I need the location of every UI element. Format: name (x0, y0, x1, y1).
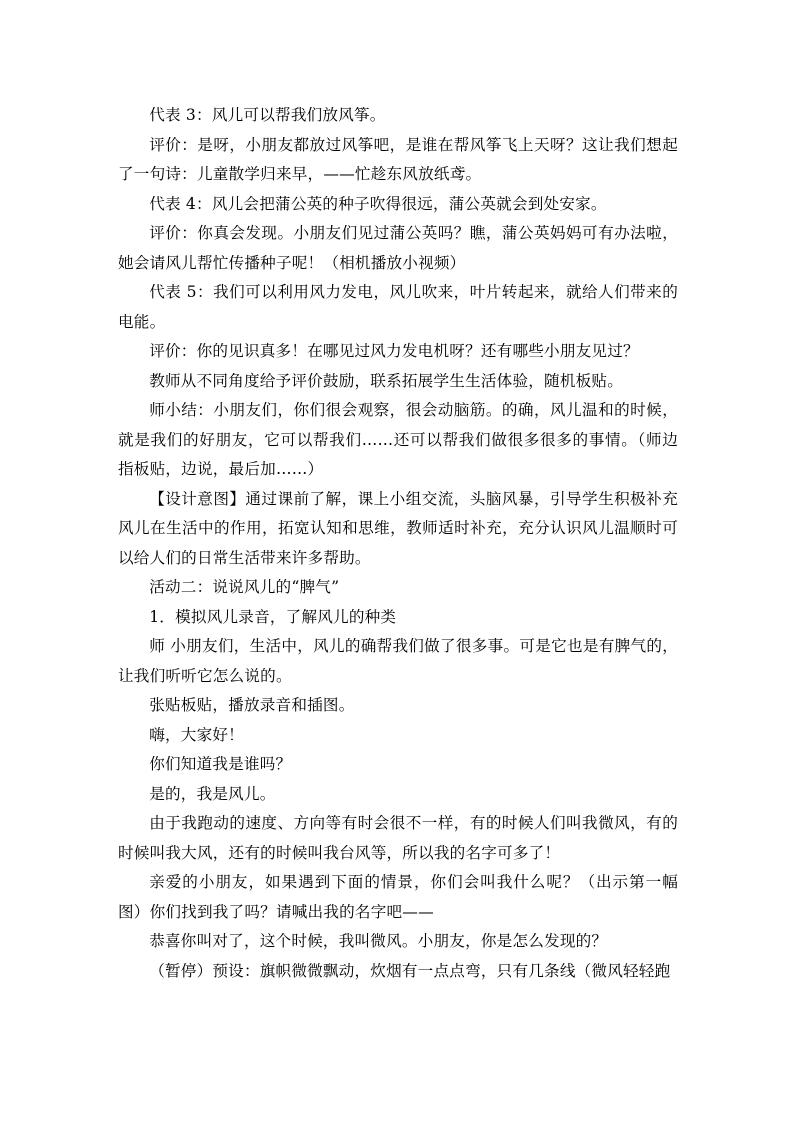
paragraph-rep3: 代表 3：风儿可以帮我们放风筝。 (149, 106, 386, 124)
paragraph-board-audio: 张贴板贴，播放录音和插图。 (149, 696, 355, 714)
paragraph-breeze: 恭喜你叫对了，这个时候，我叫微风。小朋友，你是怎么发现的？ (149, 932, 608, 950)
paragraph-design-intent: 【设计意图】通过课前了解，课上小组交流，头脑风暴，引导学生积极补充风儿在生活中的作用，拓宽认知和思维，教师适时补充，充分认识风儿温顺时可以给人们的日常生活带来许多帮助。 (118, 489, 678, 567)
paragraph-activity-two-heading: 活动二：说说风儿的“脾气” (149, 578, 340, 596)
paragraph-question: 你们知道我是谁吗？ (149, 755, 292, 773)
paragraph-wind-names: 由于我跑动的速度、方向等有时会很不一样，有的时候人们叫我微风，有的时候叫我大风，还有的时候叫我台风等，所以我的名字可多了！ (118, 814, 678, 862)
paragraph-eval-kite: 评价：是呀，小朋友都放过风筝吧，是谁在帮风筝飞上天呀？这让我们想起了一句诗：儿童散学归来早，——忙趁东风放纸鸢。 (118, 135, 678, 183)
paragraph-teacher-intro: 师 小朋友们，生活中，风儿的确帮我们做了很多事。可是它也是有脾气的，让我们听听它怎么说的。 (118, 637, 678, 685)
paragraph-rep5: 代表 5：我们可以利用风力发电，风儿吹来，叶片转起来，就给人们带来的电能。 (118, 283, 678, 331)
paragraph-summary: 师小结：小朋友们，你们很会观察，很会动脑筋。的确，风儿温和的时候，就是我们的好朋友，它可以帮我们……还可以帮我们做很多很多的事情。（师边指板贴，边说，最后加……） (118, 401, 678, 478)
paragraph-pause-preset: （暂停）预设：旗帜微微飘动，炊烟有一点点弯，只有几条线（微风轻轻跑 (149, 961, 671, 980)
paragraph-answer: 是的，我是风儿。 (149, 784, 276, 803)
paragraph-eval-wind-power: 评价：你的见识真多！在哪见过风力发电机呀？还有哪些小朋友见过？ (149, 342, 639, 360)
paragraph-rep4: 代表 4：风儿会把蒲公英的种子吹得很远，蒲公英就会到处安家。 (149, 194, 607, 213)
document-body (118, 101, 678, 986)
paragraph-step-one: 1．模拟风儿录音，了解风儿的种类 (149, 607, 397, 626)
paragraph-eval-dandelion: 评价：你真会发现。小朋友们见过蒲公英吗？瞧，蒲公英妈妈可有办法啦，她会请风儿帮忙传播种子呢！（相机播放小视频） (118, 224, 678, 272)
paragraph-first-picture: 亲爱的小朋友，如果遇到下面的情景，你们会叫我什么呢？（出示第一幅图）你们找到我了吗？请喊出我的名字吧—— (118, 873, 678, 921)
paragraph-teacher-note: 教师从不同角度给予评价鼓励，联系拓展学生生活体验，随机板贴。 (149, 371, 624, 390)
paragraph-greeting: 嗨，大家好！ (149, 725, 244, 744)
